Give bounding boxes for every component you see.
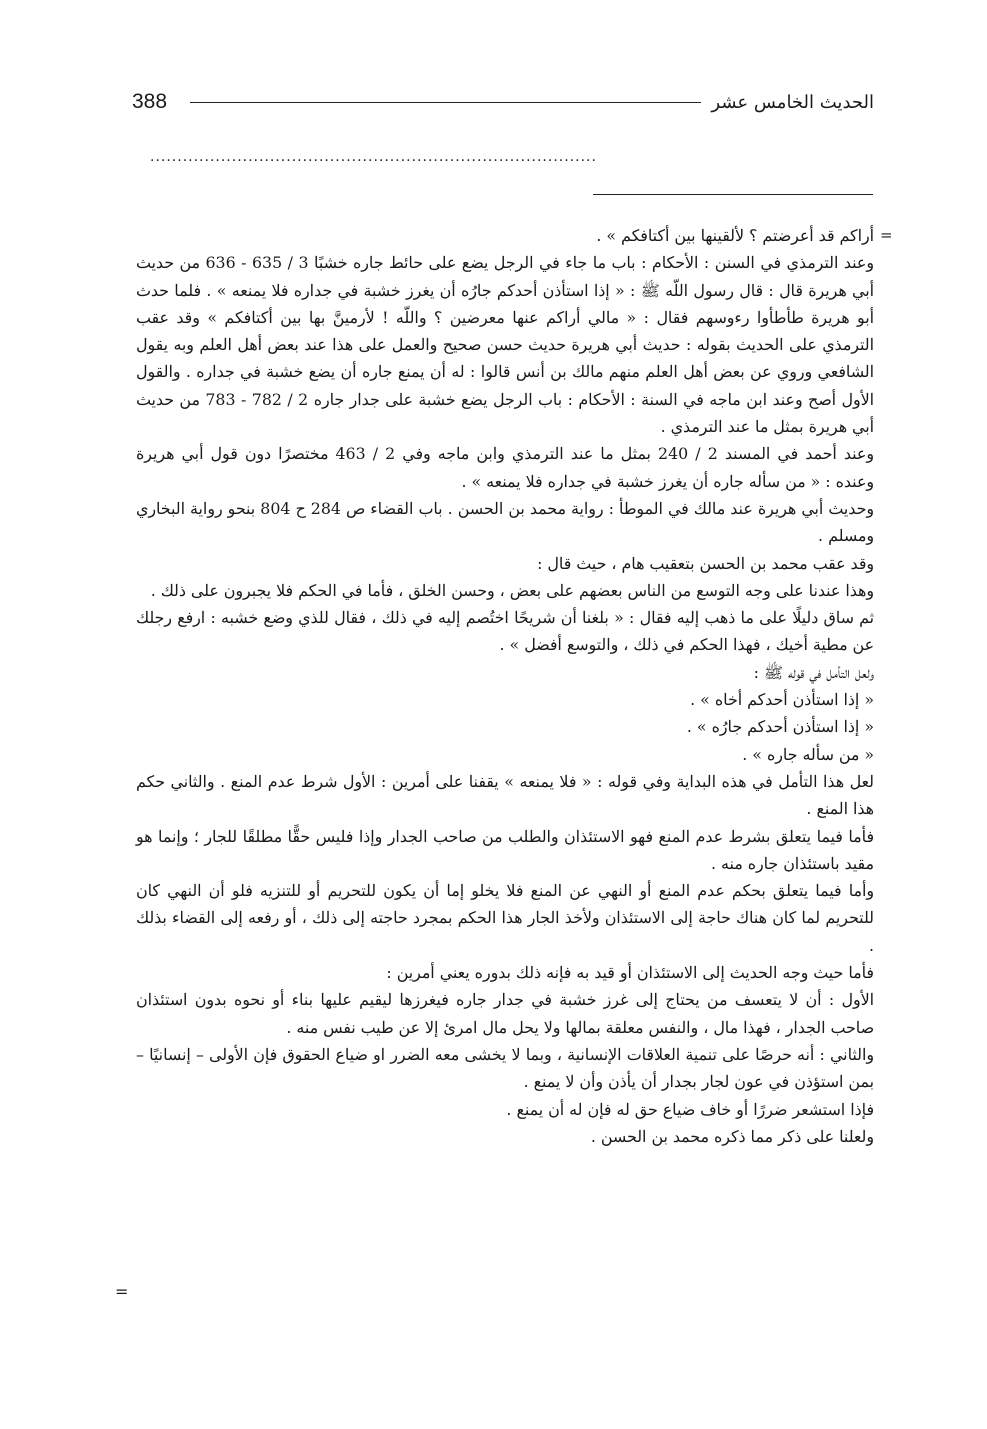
paragraph: وعند أحمد في المسند 2 / 240 بمثل ما عند الترمذي وابن ماجه وفي 2 / 463 مختصرًا دون قول أبي هريرة وعنده : « من سأله جاره أن يغرز خشبة في جداره فلا يمنعه » .: [136, 444, 874, 491]
paragraph: وحديث أبي هريرة عند مالك في الموطأ : رواية محمد بن الحسن . باب القضاء ص 284 ح 804 بنحو رواية البخاري ومسلم .: [136, 498, 874, 546]
paragraph: فأما فيما يتعلق بشرط عدم المنع فهو الاستئذان والطلب من صاحب الجدار وإذا فليس حقًّا مطلقًا للجار ؛ وإنما هو مقيد باستئذان جاره منه .: [136, 826, 874, 873]
paragraph: لعل هذا التأمل في هذه البداية وفي قوله : « فلا يمنعه » يقفنا على أمرين : الأول شرط عدم المنع . والثاني حكم هذا المنع .: [136, 771, 874, 819]
paragraph: فأما حيث وجه الحديث إلى الاستئذان أو قيد به فإنه ذلك بدوره يعني أمرين :: [386, 963, 874, 983]
footnote-text: [136, 222, 874, 1150]
paragraph: والثاني : أنه حرصًا على تنمية العلاقات الإنسانية ، وبما لا يخشى معه الضرر او ضياع الحقوق فإن الأولى – إنسانيًا – بمن استؤذن في عون لجار بجدار أن يأذن وأن لا يمنع .: [136, 1044, 874, 1092]
paragraph: وهذا عندنا على وجه التوسع من الناس بعضهم على بعض ، وحسن الخلق ، فأما في الحكم فلا يجبرون على ذلك .: [150, 580, 874, 600]
paragraph: ثم ساق دليلًا على ما ذهب إليه فقال : « بلغنا أن شريحًا اختُصم إليه في ذلك ، فقال للذي وضع خشبه : ارفع رجلك عن مطية أخيك ، فهذا الحكم في ذلك ، والتوسع أفضل » .: [136, 608, 874, 655]
quote-line: « من سأله جاره » .: [742, 744, 874, 764]
page-header: [132, 86, 874, 118]
quote-line: « إذا استأذن أحدكم جارُه » .: [686, 717, 874, 737]
footnote-rule: [593, 194, 873, 195]
separator-dots: ..................................................................................: [150, 150, 597, 165]
paragraph: ولعلنا على ذكر مما ذكره محمد بن الحسن .: [590, 1126, 874, 1146]
paragraph: الأول : أن لا يتعسف من يحتاج إلى غرز خشبة في جدار جاره فيغرزها ليقيم عليها بناء أو نحوه بدون استئذان صاحب الجدار ، فهذا مال ، والنفس معلقة بمالها ولا يحل مال امرئ إلا عن طيب نفس منه .: [136, 990, 874, 1037]
paragraph: أراكم قد أعرضتم ؟ لألقينها بين أكتافكم » .: [596, 226, 874, 245]
quote-line: « إذا استأذن أحدكم أخاه » .: [690, 690, 874, 710]
paragraph: وقد عقب محمد بن الحسن بتعقيب هام ، حيث قال :: [537, 553, 874, 573]
footnote-continuation-mark-top: =: [880, 226, 893, 244]
running-title: الحديث الخامس عشر: [711, 91, 874, 113]
footnote-continuation-mark-bottom: =: [115, 1282, 129, 1301]
paragraph: فإذا استشعر ضررًا أو خاف ضياع حق له فإن له أن يمنع .: [506, 1099, 874, 1119]
header-rule: [190, 102, 701, 103]
page-number: 388: [132, 90, 168, 113]
paragraph: وأما فيما يتعلق بحكم عدم المنع أو النهي عن المنع فلا يخلو إما أن يكون للتحريم أو للتنزيه فلو أن النهي كان للتحريم لما كان هناك حاجة إلى الاستئذان ولأخذ الجار هذا الحكم بمجرد حاجته إلى ذلك ، أو رفعه إلى القضاء بذلك .: [136, 881, 874, 955]
paragraph: وعند الترمذي في السنن : الأحكام : باب ما جاء في الرجل يضع على حائط جاره خشبًا 3 / 635 - 636 من حديث أبي هريرة قال : قال رسول اللّه ﷺ : « إذا استأذن أحدكم جارُه أن يغرز خشبة في جداره فلا يمنعه » . فلما حدث أبو هريرة طأطأوا رءوسهم فقال : « مالي أراكم عنها معرضين ؟ واللّه ! لأرمينَّ بها بين أكتافكم » وقد عقب الترمذي على الحديث بقوله : حديث أبي هريرة حديث حسن صحيح والعمل على هذا عند بعض أهل العلم وبه يقول الشافعي وروي عن بعض أهل العلم منهم مالك بن أنس قالوا : له أن يمنع جاره أن يضع خشبة في جداره . والقول الأول أصح وعند ابن ماجه في السنة : الأحكام : باب الرجل يضع خشبة على جدار جاره 2 / 782 - 783 من حديث أبي هريرة بمثل ما عند الترمذي .: [136, 253, 874, 437]
paragraph: ولعل التأمل في قوله ﷺ :: [753, 662, 874, 682]
